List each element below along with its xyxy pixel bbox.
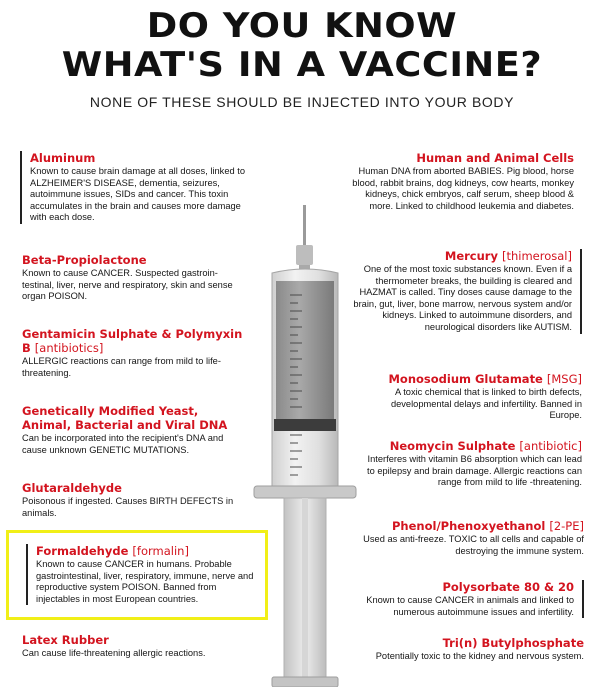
title-line-1: DO YOU KNOW	[146, 6, 458, 46]
ingredient-aluminum	[20, 151, 248, 224]
syringe-illustration	[250, 205, 360, 687]
ingredient-neomycin	[360, 439, 582, 489]
ingredient-description: Known to cause CANCER in animals and linked to numerous autoimmune issues and infertility.	[366, 595, 574, 617]
finger-flange	[254, 486, 356, 498]
ingredient-glutaraldehyde	[22, 481, 244, 519]
ingredient-latex-rubber	[22, 633, 244, 660]
ingredient-title: Genetically Modified Yeast, Animal, Bacterial and Viral DNA	[22, 404, 228, 432]
subtitle: NONE OF THESE SHOULD BE INJECTED INTO YOUR BODY	[89, 94, 515, 110]
ingredient-human-animal-cells	[352, 151, 574, 212]
ingredient-mercury	[350, 249, 582, 334]
ingredient-title: Neomycin Sulphate [antibiotic]	[389, 439, 582, 453]
ingredient-title: Polysorbate 80 & 20	[442, 580, 574, 594]
plunger-cap	[272, 677, 338, 687]
ingredient-description: One of the most toxic substances known. Even if a thermometer breaks, the building is cleared and HAZMAT is called. Tiny doses cause damage to the brain, gut, liver, bone marrow, nervous system and/or kidneys. Linked to autoimmune disorders, and neurological disorders like AUTISM.	[353, 264, 572, 332]
ingredient-description: ALLERGIC reactions can range from mild to life-threatening.	[22, 356, 221, 378]
plunger-stopper	[274, 419, 336, 431]
needle-hub	[296, 245, 313, 265]
ingredient-title: Gentamicin Sulphate & Polymyxin B [antibiotics]	[22, 327, 243, 355]
ingredient-title: Human and Animal Cells	[416, 151, 574, 165]
ingredient-description: Poisonous if ingested. Causes BIRTH DEFECTS in animals.	[22, 496, 234, 518]
ingredient-title: Glutaraldehyde	[22, 481, 122, 495]
ingredient-description: Potentially toxic to the kidney and nervous system.	[375, 651, 584, 661]
ingredient-title: Beta-Propiolactone	[22, 253, 147, 267]
ingredient-gentamicin-polymyxin	[22, 327, 244, 379]
ingredient-title: Tri(n) Butylphosphate	[442, 636, 584, 650]
ingredient-title: Formaldehyde [formalin]	[36, 544, 189, 558]
ingredient-description: Used as anti-freeze. TOXIC to all cells and capable of destroying the immune system.	[363, 534, 584, 556]
ingredient-beta-propiolactone	[22, 253, 244, 303]
ingredient-description: Known to cause CANCER. Suspected gastroin-testinal, liver, nerve and respiratory, skin and sense organ POISON.	[22, 268, 233, 302]
fluid	[276, 281, 334, 421]
ingredient-title: Phenol/Phenoxyethanol [2-PE]	[392, 519, 584, 533]
ingredient-phenol	[362, 519, 584, 557]
title-line-2: WHAT'S IN A VACCINE?	[61, 45, 543, 85]
ingredient-description: Known to cause brain damage at all doses, linked to ALZHEIMER'S DISEASE, dementia, seizures, autoimmune issues, SIDs and cancer. This toxin accumulates in the brain and causes more damage with each dose.	[30, 166, 245, 223]
ingredient-description: Known to cause CANCER in humans. Probable gastrointestinal, liver, respiratory, immune, nerve and reproductive system POISON. Banned from injectables in most European countries.	[36, 559, 254, 604]
ingredient-description: Can cause life-threatening allergic reactions.	[22, 648, 206, 658]
ingredient-description: A toxic chemical that is linked to birth defects, developmental delays and infertility. Banned in Europe.	[390, 387, 582, 421]
ingredient-description: Can be incorporated into the recipient's DNA and cause unknown GENETIC MUTATIONS.	[22, 433, 224, 455]
ingredient-gm-dna	[22, 404, 244, 456]
ingredient-title: Latex Rubber	[22, 633, 109, 647]
needle	[303, 205, 306, 247]
ingredient-msg	[360, 372, 582, 422]
ingredient-title: Aluminum	[30, 151, 96, 165]
ingredient-formaldehyde	[26, 544, 262, 605]
ingredient-title: Monosodium Glutamate [MSG]	[388, 372, 582, 386]
ingredient-description: Interferes with vitamin B6 absorption which can lead to epilepsy and brain damage. Allergic reactions can range from mild to life -threatening.	[367, 454, 582, 488]
ingredient-title: Mercury [thimerosal]	[444, 249, 572, 263]
ingredient-description: Human DNA from aborted BABIES. Pig blood, horse blood, rabbit brains, dog kidneys, cow hearts, monkey kidneys, chick embryos, calf serum, sheep blood & more. Linked to childhood leukemia and diabetes.	[352, 166, 574, 211]
ingredient-butylphosphate	[362, 636, 584, 663]
ingredient-polysorbate	[352, 580, 584, 618]
